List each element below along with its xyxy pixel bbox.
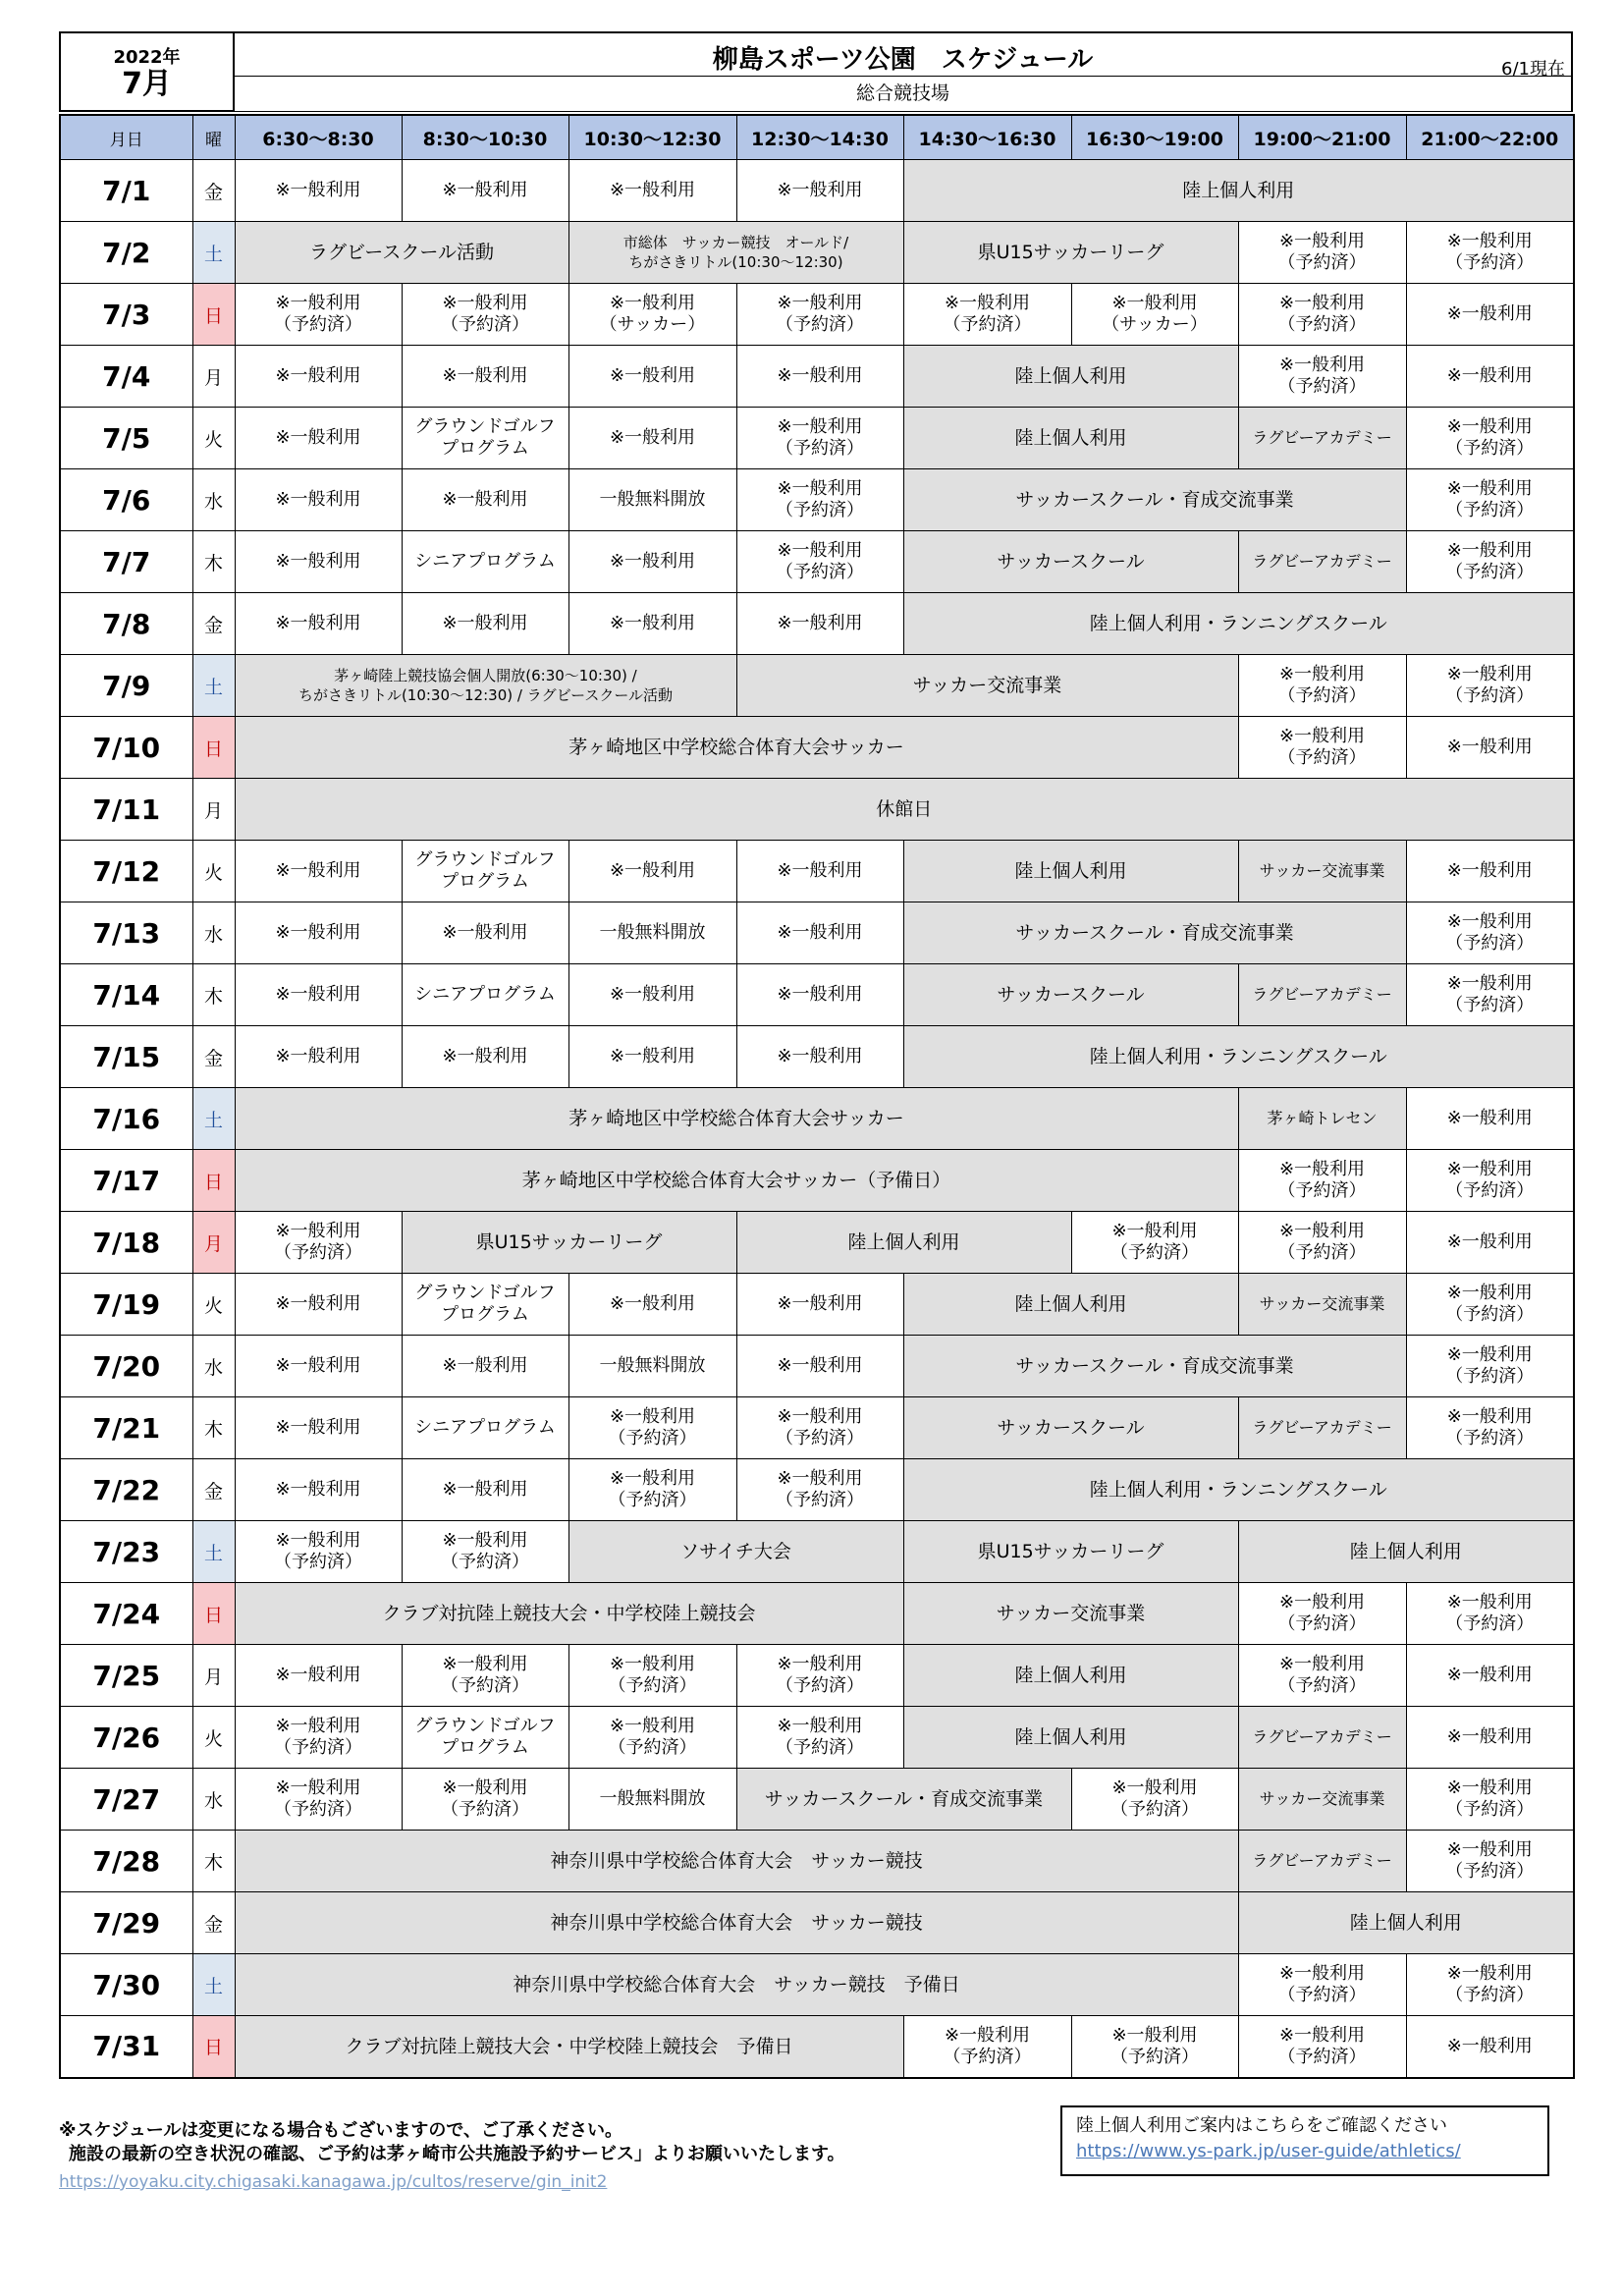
open-use-cell: ※一般利用 （予約済）	[1238, 1583, 1406, 1645]
day-of-week: 木	[192, 1397, 235, 1459]
day-date: 7/9	[60, 655, 192, 717]
page-title: 柳島スポーツ公園 スケジュール	[712, 45, 1094, 75]
day-date: 7/30	[60, 1954, 192, 2016]
slot-header: 8:30～10:30	[402, 115, 568, 160]
day-of-week: 金	[192, 160, 235, 222]
day-date: 7/12	[60, 841, 192, 902]
open-use-cell: シニアプログラム	[402, 1397, 568, 1459]
event-cell: ラグビースクール活動	[235, 222, 568, 284]
open-use-cell: ※一般利用 （予約済）	[235, 1769, 402, 1831]
athletics-guide-link[interactable]: https://www.ys-park.jp/user-guide/athletics/	[1076, 2141, 1461, 2161]
day-of-week: 日	[192, 1583, 235, 1645]
day-date: 7/21	[60, 1397, 192, 1459]
venue-label: 総合競技場	[234, 77, 1573, 112]
event-cell: 陸上個人利用	[1238, 1521, 1574, 1583]
year-label: 2022年	[113, 47, 181, 68]
event-cell: 陸上個人利用	[903, 1274, 1238, 1336]
day-of-week: 土	[192, 222, 235, 284]
event-cell: 茅ヶ崎地区中学校総合体育大会サッカー（予備日）	[235, 1150, 1238, 1212]
event-cell: ソサイチ大会	[568, 1521, 903, 1583]
open-use-cell: ※一般利用 （予約済）	[736, 1397, 903, 1459]
event-cell: 市総体 サッカー競技 オールド/ ちがさきリトル(10:30～12:30)	[568, 222, 903, 284]
day-row	[60, 1336, 1574, 1397]
day-of-week: 月	[192, 1212, 235, 1274]
day-row	[60, 1769, 1574, 1831]
slot-header: 21:00～22:00	[1406, 115, 1574, 160]
open-use-cell: グラウンドゴルフ プログラム	[402, 1274, 568, 1336]
open-use-cell: ※一般利用 （予約済）	[903, 284, 1071, 346]
day-date: 7/18	[60, 1212, 192, 1274]
day-of-week: 土	[192, 1088, 235, 1150]
open-use-cell: ※一般利用 （予約済）	[1238, 1645, 1406, 1707]
event-cell: 県U15サッカーリーグ	[903, 1521, 1238, 1583]
event-cell: クラブ対抗陸上競技大会・中学校陸上競技会	[235, 1583, 903, 1645]
open-use-cell: ※一般利用	[235, 902, 402, 964]
day-row	[60, 717, 1574, 779]
open-use-cell: ※一般利用	[568, 160, 736, 222]
open-use-cell: ※一般利用 （予約済）	[402, 284, 568, 346]
slot-header: 19:00～21:00	[1238, 115, 1406, 160]
open-use-cell: ※一般利用	[402, 1026, 568, 1088]
sheet-header	[59, 31, 1573, 114]
open-use-cell: ※一般利用	[235, 1459, 402, 1521]
day-date: 7/7	[60, 531, 192, 593]
open-use-cell: ※一般利用 （予約済）	[1406, 469, 1574, 531]
open-use-cell: ※一般利用 （予約済）	[736, 1645, 903, 1707]
open-use-cell: ※一般利用	[235, 160, 402, 222]
open-use-cell: 一般無料開放	[568, 902, 736, 964]
open-use-cell: ※一般利用 （予約済）	[1238, 346, 1406, 408]
day-date: 7/31	[60, 2016, 192, 2078]
day-row	[60, 408, 1574, 469]
open-use-cell: ※一般利用	[568, 346, 736, 408]
open-use-cell: 一般無料開放	[568, 469, 736, 531]
day-date: 7/23	[60, 1521, 192, 1583]
open-use-cell: ※一般利用	[1406, 1212, 1574, 1274]
open-use-cell: ※一般利用 （予約済）	[402, 1521, 568, 1583]
open-use-cell: ※一般利用 （予約済）	[1238, 284, 1406, 346]
day-date: 7/22	[60, 1459, 192, 1521]
event-cell: 陸上個人利用	[736, 1212, 1071, 1274]
open-use-cell: ※一般利用	[402, 1336, 568, 1397]
day-date: 7/3	[60, 284, 192, 346]
day-row	[60, 1521, 1574, 1583]
open-use-cell: ※一般利用 （予約済）	[1238, 2016, 1406, 2078]
event-cell: ラグビーアカデミー	[1238, 531, 1406, 593]
open-use-cell: ※一般利用 （予約済）	[568, 1459, 736, 1521]
day-row	[60, 1954, 1574, 2016]
open-use-cell: ※一般利用 （予約済）	[736, 469, 903, 531]
open-use-cell: ※一般利用	[235, 408, 402, 469]
day-row	[60, 284, 1574, 346]
reservation-link[interactable]: https://yoyaku.city.chigasaki.kanagawa.jp/cultos/reserve/gin_init2	[59, 2172, 608, 2192]
open-use-cell: ※一般利用 （予約済）	[736, 408, 903, 469]
day-date: 7/19	[60, 1274, 192, 1336]
open-use-cell: ※一般利用	[235, 1026, 402, 1088]
day-date: 7/15	[60, 1026, 192, 1088]
dow-column-header: 曜	[192, 115, 235, 160]
day-date: 7/8	[60, 593, 192, 655]
open-use-cell: ※一般利用 （予約済）	[1406, 222, 1574, 284]
open-use-cell: グラウンドゴルフ プログラム	[402, 1707, 568, 1769]
day-date: 7/26	[60, 1707, 192, 1769]
event-cell: 陸上個人利用・ランニングスクール	[903, 593, 1574, 655]
open-use-cell: ※一般利用 （予約済）	[1406, 1954, 1574, 2016]
open-use-cell: ※一般利用	[736, 160, 903, 222]
day-row	[60, 160, 1574, 222]
date-column-header: 月日	[60, 115, 192, 160]
title-box	[234, 31, 1573, 80]
note-line-1: ※スケジュールは変更になる場合もございますので、ご了承ください。	[59, 2120, 623, 2141]
open-use-cell: ※一般利用 （予約済）	[1071, 1769, 1238, 1831]
day-row	[60, 1088, 1574, 1150]
day-date: 7/20	[60, 1336, 192, 1397]
event-cell: 神奈川県中学校総合体育大会 サッカー競技 予備日	[235, 1954, 1238, 2016]
open-use-cell: ※一般利用	[235, 593, 402, 655]
event-cell: 茅ヶ崎陸上競技協会個人開放(6:30～10:30) / ちがさきリトル(10:30～12:30) / ラグビースクール活動	[235, 655, 736, 717]
open-use-cell: ※一般利用 （予約済）	[402, 1645, 568, 1707]
day-of-week: 火	[192, 1274, 235, 1336]
day-row	[60, 1459, 1574, 1521]
day-of-week: 木	[192, 531, 235, 593]
open-use-cell: ※一般利用 （予約済）	[903, 2016, 1071, 2078]
open-use-cell: ※一般利用	[736, 1336, 903, 1397]
open-use-cell: ※一般利用 （予約済）	[736, 284, 903, 346]
event-cell: 陸上個人利用・ランニングスクール	[903, 1026, 1574, 1088]
day-of-week: 日	[192, 284, 235, 346]
day-of-week: 木	[192, 1831, 235, 1892]
day-of-week: 金	[192, 1459, 235, 1521]
slot-header: 12:30～14:30	[736, 115, 903, 160]
day-row	[60, 531, 1574, 593]
day-date: 7/11	[60, 779, 192, 841]
open-use-cell: ※一般利用	[235, 1336, 402, 1397]
event-cell: 県U15サッカーリーグ	[402, 1212, 736, 1274]
as-of-date: 6/1現在	[1501, 59, 1565, 80]
event-cell: 神奈川県中学校総合体育大会 サッカー競技	[235, 1831, 1238, 1892]
open-use-cell: 一般無料開放	[568, 1336, 736, 1397]
open-use-cell: ※一般利用 （予約済）	[736, 1459, 903, 1521]
day-of-week: 月	[192, 779, 235, 841]
event-cell: 茅ヶ崎地区中学校総合体育大会サッカー	[235, 1088, 1238, 1150]
day-row	[60, 655, 1574, 717]
open-use-cell: ※一般利用	[568, 408, 736, 469]
open-use-cell: ※一般利用 （サッカー）	[568, 284, 736, 346]
open-use-cell: ※一般利用	[568, 841, 736, 902]
event-cell: ラグビーアカデミー	[1238, 964, 1406, 1026]
day-of-week: 日	[192, 2016, 235, 2078]
event-cell: ラグビーアカデミー	[1238, 1707, 1406, 1769]
day-row	[60, 1583, 1574, 1645]
open-use-cell: ※一般利用	[235, 531, 402, 593]
open-use-cell: ※一般利用 （予約済）	[235, 284, 402, 346]
day-of-week: 火	[192, 408, 235, 469]
open-use-cell: ※一般利用	[568, 593, 736, 655]
open-use-cell: ※一般利用	[1406, 2016, 1574, 2078]
day-date: 7/6	[60, 469, 192, 531]
event-cell: サッカースクール	[903, 531, 1238, 593]
open-use-cell: ※一般利用	[568, 531, 736, 593]
event-cell: 神奈川県中学校総合体育大会 サッカー競技	[235, 1892, 1238, 1954]
open-use-cell: ※一般利用 （予約済）	[1406, 1336, 1574, 1397]
open-use-cell: ※一般利用	[1406, 717, 1574, 779]
schedule-sheet	[59, 31, 1573, 2192]
open-use-cell: ※一般利用 （予約済）	[1238, 1212, 1406, 1274]
open-use-cell: ※一般利用 （予約済）	[568, 1707, 736, 1769]
open-use-cell: ※一般利用	[1406, 346, 1574, 408]
event-cell: サッカースクール	[903, 964, 1238, 1026]
event-cell: 陸上個人利用	[903, 841, 1238, 902]
day-date: 7/29	[60, 1892, 192, 1954]
day-of-week: 土	[192, 655, 235, 717]
open-use-cell: グラウンドゴルフ プログラム	[402, 841, 568, 902]
open-use-cell: シニアプログラム	[402, 964, 568, 1026]
day-date: 7/4	[60, 346, 192, 408]
event-cell: 茅ヶ崎トレセン	[1238, 1088, 1406, 1150]
day-date: 7/10	[60, 717, 192, 779]
day-of-week: 月	[192, 346, 235, 408]
open-use-cell: ※一般利用	[1406, 284, 1574, 346]
open-use-cell: ※一般利用 （予約済）	[1406, 408, 1574, 469]
open-use-cell: ※一般利用 （予約済）	[1238, 717, 1406, 779]
open-use-cell: ※一般利用	[568, 1026, 736, 1088]
guide-text: 陸上個人利用ご案内はこちらをご確認ください	[1076, 2115, 1447, 2136]
open-use-cell: シニアプログラム	[402, 531, 568, 593]
open-use-cell: ※一般利用	[235, 1397, 402, 1459]
open-use-cell: ※一般利用 （予約済）	[235, 1707, 402, 1769]
note-line-2: 施設の最新の空き状況の確認、ご予約は茅ヶ崎市公共施設予約サービス」よりお願いいたします。	[69, 2144, 845, 2164]
open-use-cell: ※一般利用 （予約済）	[1406, 1831, 1574, 1892]
day-date: 7/28	[60, 1831, 192, 1892]
open-use-cell: ※一般利用 （予約済）	[568, 1645, 736, 1707]
athletics-guide-box	[1060, 2105, 1549, 2176]
day-of-week: 水	[192, 1769, 235, 1831]
open-use-cell: ※一般利用 （予約済）	[1071, 1212, 1238, 1274]
open-use-cell: ※一般利用 （予約済）	[235, 1212, 402, 1274]
open-use-cell: ※一般利用	[736, 964, 903, 1026]
open-use-cell: ※一般利用	[736, 902, 903, 964]
schedule-table	[59, 114, 1575, 2079]
open-use-cell: ※一般利用	[402, 902, 568, 964]
day-row	[60, 469, 1574, 531]
event-cell: 陸上個人利用	[903, 1707, 1238, 1769]
open-use-cell: ※一般利用 （予約済）	[1406, 1150, 1574, 1212]
day-date: 7/17	[60, 1150, 192, 1212]
open-use-cell: ※一般利用	[736, 841, 903, 902]
day-of-week: 水	[192, 469, 235, 531]
open-use-cell: ※一般利用	[235, 1274, 402, 1336]
event-cell: サッカー交流事業	[1238, 1274, 1406, 1336]
open-use-cell: ※一般利用 （予約済）	[1406, 964, 1574, 1026]
day-row	[60, 1026, 1574, 1088]
open-use-cell: ※一般利用	[1406, 1645, 1574, 1707]
event-cell: ラグビーアカデミー	[1238, 1397, 1406, 1459]
event-cell: 陸上個人利用・ランニングスクール	[903, 1459, 1574, 1521]
month-label: 7月	[122, 67, 172, 101]
day-date: 7/16	[60, 1088, 192, 1150]
open-use-cell: ※一般利用	[736, 593, 903, 655]
day-date: 7/13	[60, 902, 192, 964]
open-use-cell: ※一般利用 （予約済）	[1238, 222, 1406, 284]
open-use-cell: ※一般利用	[1406, 841, 1574, 902]
day-of-week: 土	[192, 1521, 235, 1583]
open-use-cell: ※一般利用	[235, 964, 402, 1026]
open-use-cell: ※一般利用 （予約済）	[1238, 655, 1406, 717]
day-date: 7/2	[60, 222, 192, 284]
open-use-cell: ※一般利用 （予約済）	[1406, 1397, 1574, 1459]
open-use-cell: ※一般利用	[736, 1026, 903, 1088]
event-cell: サッカー交流事業	[1238, 841, 1406, 902]
open-use-cell: ※一般利用	[568, 964, 736, 1026]
day-row	[60, 1274, 1574, 1336]
open-use-cell: ※一般利用	[402, 1459, 568, 1521]
open-use-cell: ※一般利用 （予約済）	[736, 1707, 903, 1769]
day-row	[60, 222, 1574, 284]
event-cell: 茅ヶ崎地区中学校総合体育大会サッカー	[235, 717, 1238, 779]
slot-header: 10:30～12:30	[568, 115, 736, 160]
event-cell: 陸上個人利用	[903, 408, 1238, 469]
day-row	[60, 1150, 1574, 1212]
open-use-cell: ※一般利用 （予約済）	[1071, 2016, 1238, 2078]
open-use-cell: ※一般利用	[1406, 1088, 1574, 1150]
day-of-week: 月	[192, 1645, 235, 1707]
open-use-cell: ※一般利用	[402, 469, 568, 531]
event-cell: 陸上個人利用	[903, 1645, 1238, 1707]
open-use-cell: ※一般利用	[402, 160, 568, 222]
notes	[59, 2119, 1041, 2194]
event-cell: ラグビーアカデミー	[1238, 1831, 1406, 1892]
open-use-cell: ※一般利用 （予約済）	[402, 1769, 568, 1831]
event-cell: ラグビーアカデミー	[1238, 408, 1406, 469]
day-row	[60, 2016, 1574, 2078]
event-cell: サッカースクール・育成交流事業	[903, 469, 1406, 531]
day-date: 7/5	[60, 408, 192, 469]
day-row	[60, 1892, 1574, 1954]
open-use-cell: ※一般利用 （予約済）	[736, 531, 903, 593]
day-date: 7/25	[60, 1645, 192, 1707]
event-cell: サッカースクール・育成交流事業	[736, 1769, 1071, 1831]
open-use-cell: ※一般利用 （予約済）	[1406, 1769, 1574, 1831]
day-of-week: 火	[192, 1707, 235, 1769]
day-row	[60, 593, 1574, 655]
open-use-cell: ※一般利用 （予約済）	[1238, 1954, 1406, 2016]
day-of-week: 土	[192, 1954, 235, 2016]
open-use-cell: ※一般利用	[402, 593, 568, 655]
day-of-week: 金	[192, 593, 235, 655]
open-use-cell: ※一般利用 （予約済）	[1406, 1583, 1574, 1645]
open-use-cell: ※一般利用 （予約済）	[1406, 655, 1574, 717]
open-use-cell: ※一般利用	[1406, 1707, 1574, 1769]
day-of-week: 金	[192, 1892, 235, 1954]
open-use-cell: ※一般利用 （予約済）	[1406, 531, 1574, 593]
open-use-cell: 一般無料開放	[568, 1769, 736, 1831]
open-use-cell: ※一般利用 （予約済）	[1238, 1150, 1406, 1212]
open-use-cell: ※一般利用	[235, 1645, 402, 1707]
schedule-rows	[60, 160, 1574, 2078]
event-cell: 陸上個人利用	[903, 160, 1574, 222]
day-of-week: 木	[192, 964, 235, 1026]
event-cell: サッカースクール・育成交流事業	[903, 1336, 1406, 1397]
event-cell: サッカースクール	[903, 1397, 1238, 1459]
event-cell: 休館日	[235, 779, 1574, 841]
open-use-cell: ※一般利用	[402, 346, 568, 408]
open-use-cell: ※一般利用	[568, 1274, 736, 1336]
open-use-cell: ※一般利用 （予約済）	[235, 1521, 402, 1583]
open-use-cell: ※一般利用 （予約済）	[568, 1397, 736, 1459]
open-use-cell: ※一般利用	[736, 346, 903, 408]
slot-header: 16:30～19:00	[1071, 115, 1238, 160]
day-row	[60, 1831, 1574, 1892]
event-cell: サッカー交流事業	[736, 655, 1238, 717]
event-cell: 陸上個人利用	[1238, 1892, 1574, 1954]
day-of-week: 水	[192, 902, 235, 964]
day-row	[60, 1397, 1574, 1459]
day-row	[60, 1212, 1574, 1274]
open-use-cell: ※一般利用 （予約済）	[1406, 1274, 1574, 1336]
open-use-cell: ※一般利用	[235, 469, 402, 531]
event-cell: 陸上個人利用	[903, 346, 1238, 408]
event-cell: サッカースクール・育成交流事業	[903, 902, 1406, 964]
open-use-cell: グラウンドゴルフ プログラム	[402, 408, 568, 469]
event-cell: 県U15サッカーリーグ	[903, 222, 1238, 284]
day-of-week: 火	[192, 841, 235, 902]
column-header-row	[60, 115, 1574, 160]
day-of-week: 日	[192, 1150, 235, 1212]
open-use-cell: ※一般利用	[235, 346, 402, 408]
day-row	[60, 902, 1574, 964]
day-date: 7/1	[60, 160, 192, 222]
event-cell: サッカー交流事業	[903, 1583, 1238, 1645]
day-row	[60, 841, 1574, 902]
open-use-cell: ※一般利用 （サッカー）	[1071, 284, 1238, 346]
day-date: 7/27	[60, 1769, 192, 1831]
day-of-week: 日	[192, 717, 235, 779]
slot-header: 14:30～16:30	[903, 115, 1071, 160]
day-row	[60, 779, 1574, 841]
open-use-cell: ※一般利用	[736, 1274, 903, 1336]
day-row	[60, 964, 1574, 1026]
day-of-week: 水	[192, 1336, 235, 1397]
day-date: 7/24	[60, 1583, 192, 1645]
event-cell: クラブ対抗陸上競技大会・中学校陸上競技会 予備日	[235, 2016, 903, 2078]
slot-header: 6:30～8:30	[235, 115, 402, 160]
event-cell: サッカー交流事業	[1238, 1769, 1406, 1831]
day-date: 7/14	[60, 964, 192, 1026]
open-use-cell: ※一般利用 （予約済）	[1406, 902, 1574, 964]
day-of-week: 金	[192, 1026, 235, 1088]
open-use-cell: ※一般利用	[235, 841, 402, 902]
day-row	[60, 1707, 1574, 1769]
day-row	[60, 346, 1574, 408]
year-month-box	[59, 31, 234, 112]
day-row	[60, 1645, 1574, 1707]
